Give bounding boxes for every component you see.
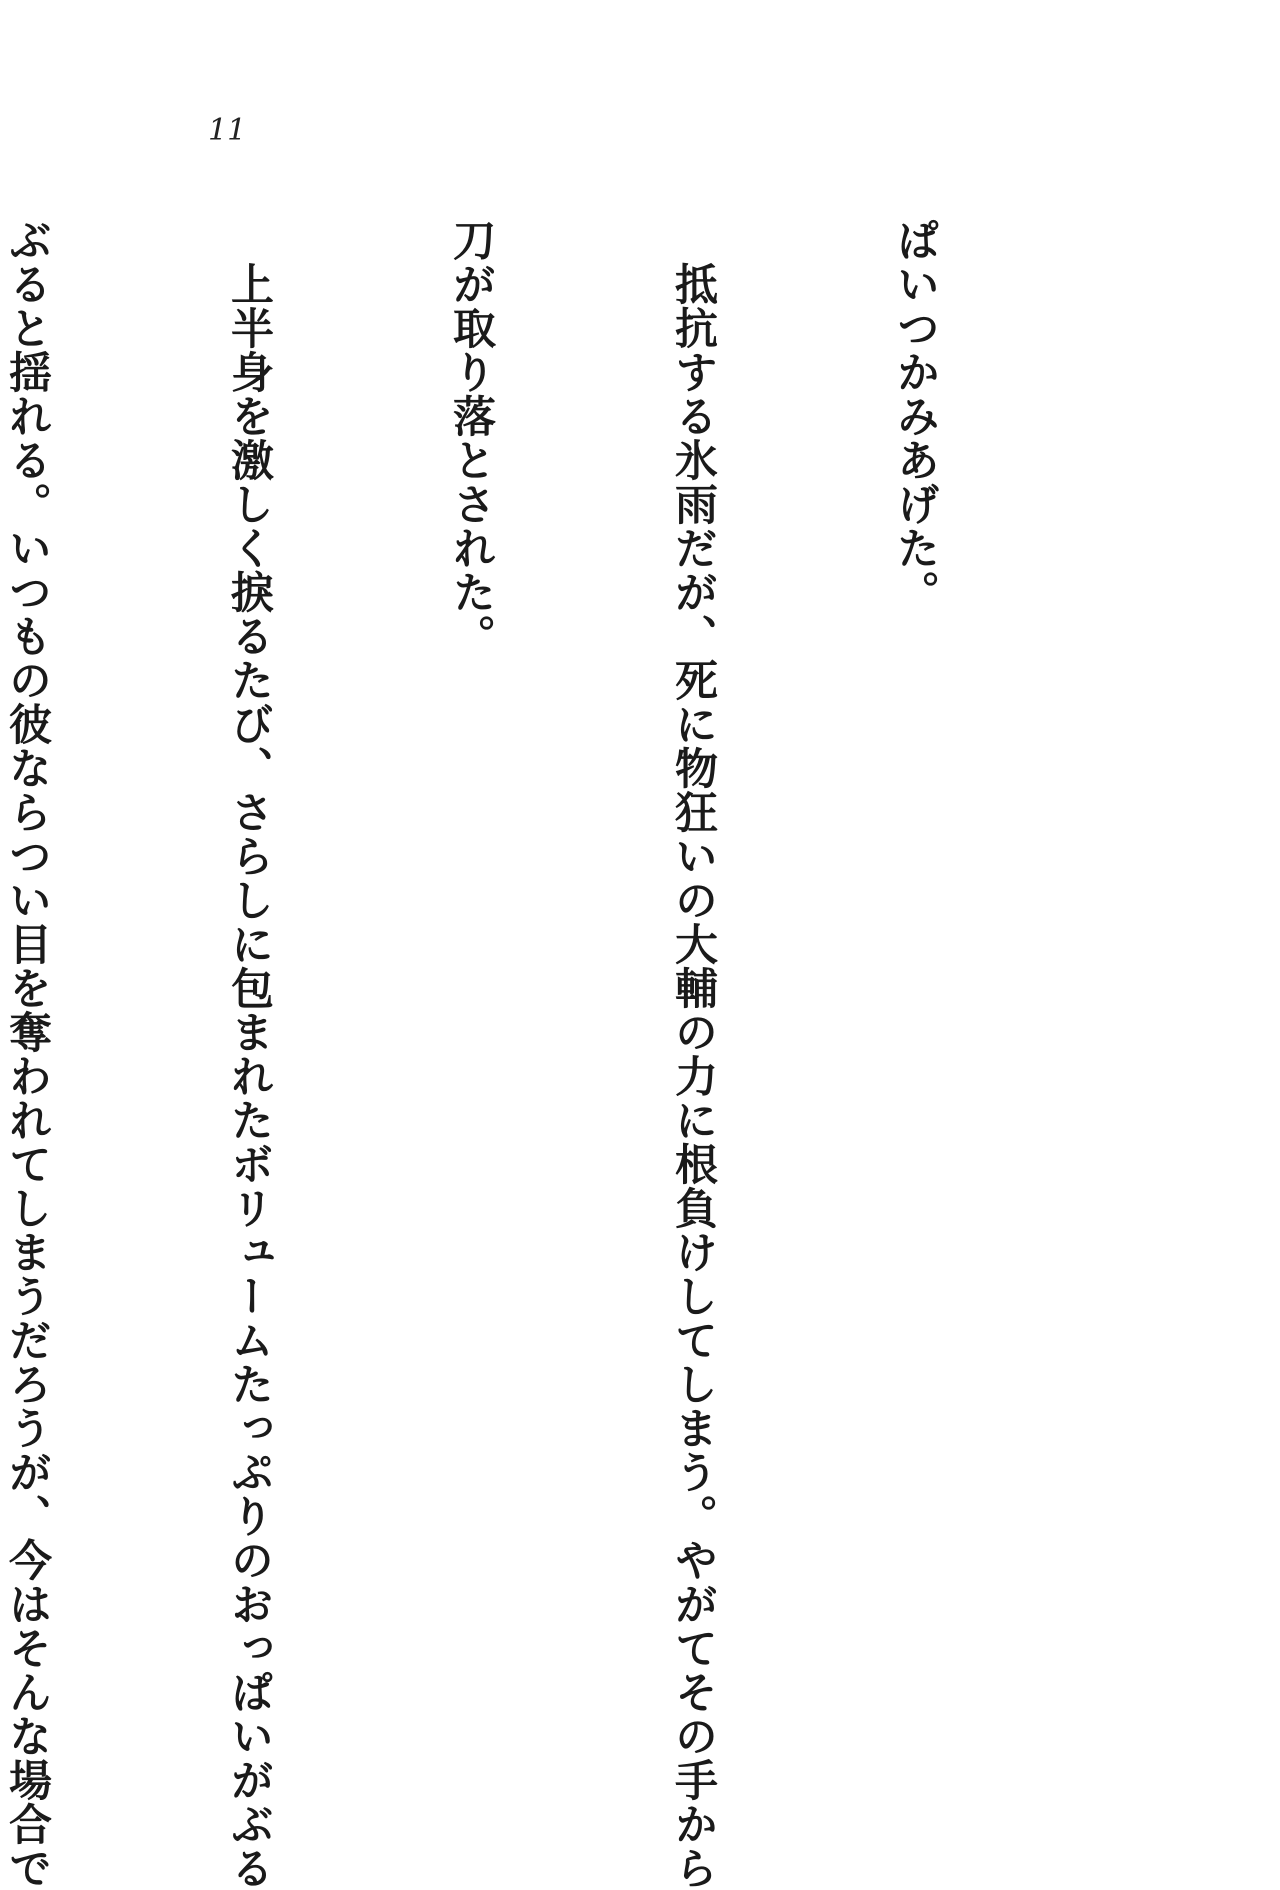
text-line-2: 抵抗する氷雨だが、死に物狂いの大輔の力に根負けしてしまう。やがてその手から bbox=[668, 218, 718, 1890]
text-line-1: ぱいつかみあげた。 bbox=[890, 218, 940, 614]
novel-body-text bbox=[0, 218, 1100, 1890]
text-line-5: ぶると揺れる。いつもの彼ならつい目を奪われてしまうだろうが、今はそんな場合で bbox=[2, 218, 52, 1890]
text-line-3: 刀が取り落とされた。 bbox=[446, 218, 496, 658]
page-number: 11 bbox=[208, 113, 247, 148]
text-line-4: 上半身を激しく捩るたび、さらしに包まれたボリュームたっぷりのおっぱいがぶる bbox=[224, 218, 274, 1890]
